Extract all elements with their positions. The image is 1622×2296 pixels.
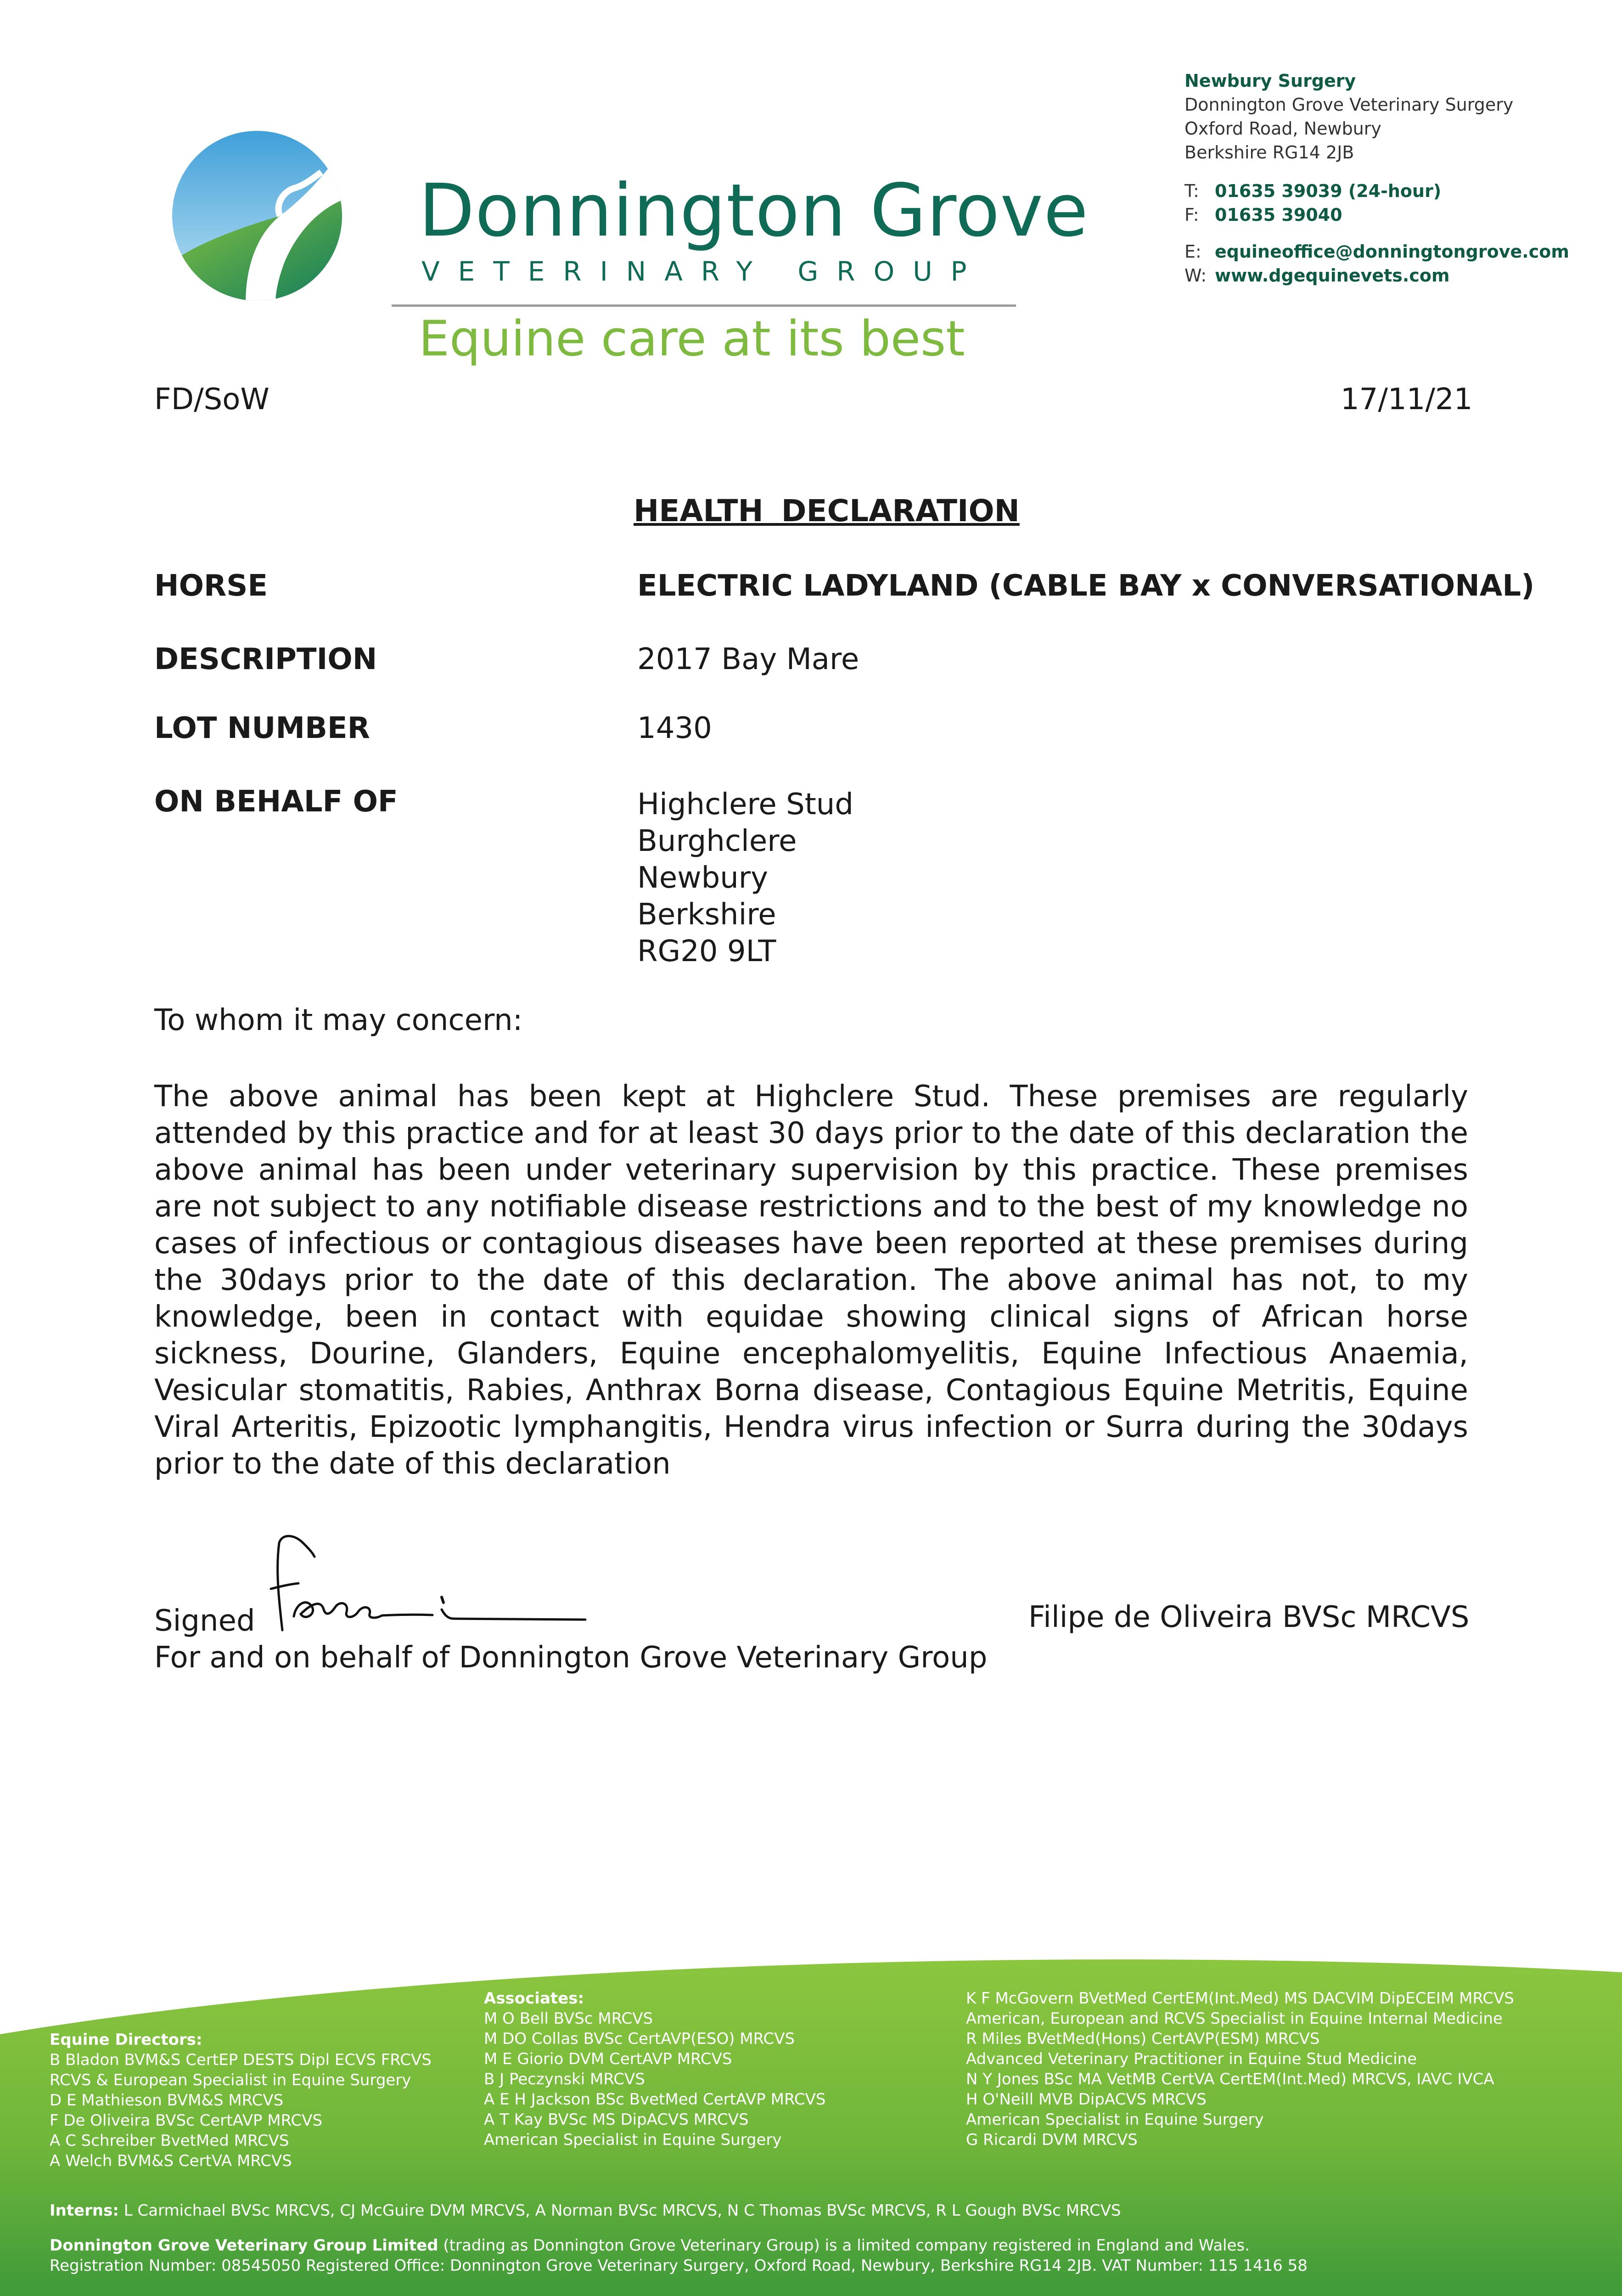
brand-divider <box>392 304 1016 307</box>
specialists-list <box>966 1988 1514 2150</box>
description-value: 2017 Bay Mare <box>637 642 859 676</box>
associate-entry: American Specialist in Equine Surgery <box>484 2131 782 2149</box>
specialist-entry: American, European and RCVS Specialist in Equine Internal Medicine <box>966 2009 1503 2028</box>
brand-subtitle: VETERINARY GROUP <box>421 256 985 287</box>
address-line: Berkshire RG14 2JB <box>1184 142 1354 163</box>
company-description: (trading as Donnington Grove Veterinary Group) is a limited company registered in England and Wales. <box>443 2236 1250 2255</box>
company-line <box>50 2235 1308 2256</box>
specialist-entry: K F McGovern BVetMed CertEM(Int.Med) MS DACVIM DipECEIM MRCVS <box>966 1989 1514 2008</box>
signature-image <box>262 1525 592 1639</box>
email-link[interactable]: equineoffice@donningtongrove.com <box>1215 242 1569 262</box>
director-entry: B Bladon BVM&S CertEP DESTS Dipl ECVS FRCVS <box>50 2051 432 2069</box>
description-label: DESCRIPTION <box>154 642 377 676</box>
signed-label: Signed <box>154 1604 255 1638</box>
telephone-row <box>1184 179 1569 203</box>
telephone-label: T: <box>1184 181 1199 201</box>
on-behalf-address <box>637 786 853 970</box>
page-title: HEALTH DECLARATION <box>634 493 1020 529</box>
address-line: RG20 9LT <box>637 934 776 968</box>
address-line: Donnington Grove Veterinary Surgery <box>1184 95 1514 115</box>
website-label: W: <box>1184 265 1207 286</box>
on-behalf-label: ON BEHALF OF <box>154 785 398 819</box>
declaration-body: The above animal has been kept at Highclere Stud. These premises are regularly attended by this practice and for at least 30 days prior to the date of this declaration the above animal has been under veterinary supervision by this practice. These premises are not subject to any notifiable disease restrictions and to the best of my knowledge no cases of infectious or contagious diseases have been reported at these premises during the 30days prior to the date of this declaration. The above animal has not, to my knowledge, been in contact with equidae showing clinical signs of African horse sickness, Dourine, Glanders, Equine encephalomyelitis, Equine Infectious Anaemia, Vesicular stomatitis, Rabies, Anthrax Borna disease, Contagious Equine Metritis, Equine Viral Arteritis, Epizootic lymphangitis, Hendra virus infection or Surra during the 30days prior to the date of this declaration <box>154 1080 1468 1481</box>
interns-line <box>50 2200 1121 2221</box>
address-line: Highclere Stud <box>637 788 853 822</box>
specialist-entry: American Specialist in Equine Surgery <box>966 2110 1264 2129</box>
director-entry: A C Schreiber BvetMed MRCVS <box>50 2132 289 2150</box>
greeting: To whom it may concern: <box>154 1003 523 1037</box>
director-entry: D E Mathieson BVM&S MRCVS <box>50 2091 284 2110</box>
address-line: Newbury <box>637 861 768 895</box>
address-line: Berkshire <box>637 898 776 932</box>
brand-tagline: Equine care at its best <box>419 310 965 367</box>
contact-block <box>1184 69 1569 287</box>
registration-line: Registration Number: 08545050 Registered Office: Donnington Grove Veterinary Surgery, Oxford Road, Newbury, Berkshire RG14 2JB. VAT Number: 115 1416 58 <box>50 2257 1308 2275</box>
associate-entry: M O Bell BVSc MRCVS <box>484 2009 653 2028</box>
director-entry: F De Oliveira BVSc CertAVP MRCVS <box>50 2111 323 2130</box>
associate-entry: A E H Jackson BSc BvetMed CertAVP MRCVS <box>484 2090 826 2109</box>
fax-label: F: <box>1184 205 1199 225</box>
specialist-entry: Advanced Veterinary Practitioner in Equine Stud Medicine <box>966 2050 1417 2068</box>
company-logo <box>165 129 349 303</box>
director-entry: A Welch BVM&S CertVA MRCVS <box>50 2152 292 2170</box>
letter-reference: FD/SoW <box>154 383 269 416</box>
address-line: Oxford Road, Newbury <box>1184 118 1381 139</box>
horse-value: ELECTRIC LADYLAND (CABLE BAY x CONVERSATIONAL) <box>637 569 1535 603</box>
company-name: Donnington Grove Veterinary Group Limited <box>50 2236 438 2255</box>
specialist-entry: R Miles BVetMed(Hons) CertAVP(ESM) MRCVS <box>966 2030 1320 2048</box>
interns-names: L Carmichael BVSc MRCVS, CJ McGuire DVM MRCVS, A Norman BVSc MRCVS, N C Thomas BVSc MRCVS, R L Gough BVSc MRCVS <box>123 2201 1121 2220</box>
associates-list <box>484 1988 825 2150</box>
lot-number-value: 1430 <box>637 711 712 745</box>
associate-entry: M DO Collas BVSc CertAVP(ESO) MRCVS <box>484 2030 795 2048</box>
letter-date: 17/11/21 <box>1341 383 1473 416</box>
signer-name: Filipe de Oliveira BVSc MRCVS <box>1028 1600 1470 1634</box>
surgery-name: Newbury Surgery <box>1184 71 1356 91</box>
brand-name: Donnington Grove <box>419 169 1089 253</box>
associates-heading: Associates: <box>484 1989 584 2008</box>
associate-entry: B J Peczynski MRCVS <box>484 2070 645 2088</box>
horse-label: HORSE <box>154 569 268 603</box>
telephone-number: 01635 39039 (24-hour) <box>1215 181 1442 201</box>
lot-number-label: LOT NUMBER <box>154 711 370 745</box>
director-entry: RCVS & European Specialist in Equine Surgery <box>50 2071 411 2089</box>
associate-entry: A T Kay BVSc MS DipACVS MRCVS <box>484 2110 749 2129</box>
specialist-entry: G Ricardi DVM MRCVS <box>966 2131 1138 2149</box>
company-info <box>50 2235 1308 2276</box>
specialist-entry: H O'Neill MVB DipACVS MRCVS <box>966 2090 1207 2109</box>
website-row <box>1184 264 1569 287</box>
fax-number: 01635 39040 <box>1215 205 1342 225</box>
associate-entry: M E Giorio DVM CertAVP MRCVS <box>484 2050 732 2068</box>
on-behalf-line: For and on behalf of Donnington Grove Veterinary Group <box>154 1641 988 1675</box>
specialist-entry: N Y Jones BSc MA VetMB CertVA CertEM(Int.Med) MRCVS, IAVC IVCA <box>966 2070 1494 2088</box>
directors-list <box>50 2030 432 2171</box>
website-link[interactable]: www.dgequinevets.com <box>1215 265 1450 286</box>
fax-row <box>1184 203 1569 227</box>
email-label: E: <box>1184 242 1201 262</box>
interns-label: Interns: <box>50 2201 119 2220</box>
email-row <box>1184 240 1569 264</box>
address-line: Burghclere <box>637 824 797 858</box>
directors-heading: Equine Directors: <box>50 2031 202 2049</box>
